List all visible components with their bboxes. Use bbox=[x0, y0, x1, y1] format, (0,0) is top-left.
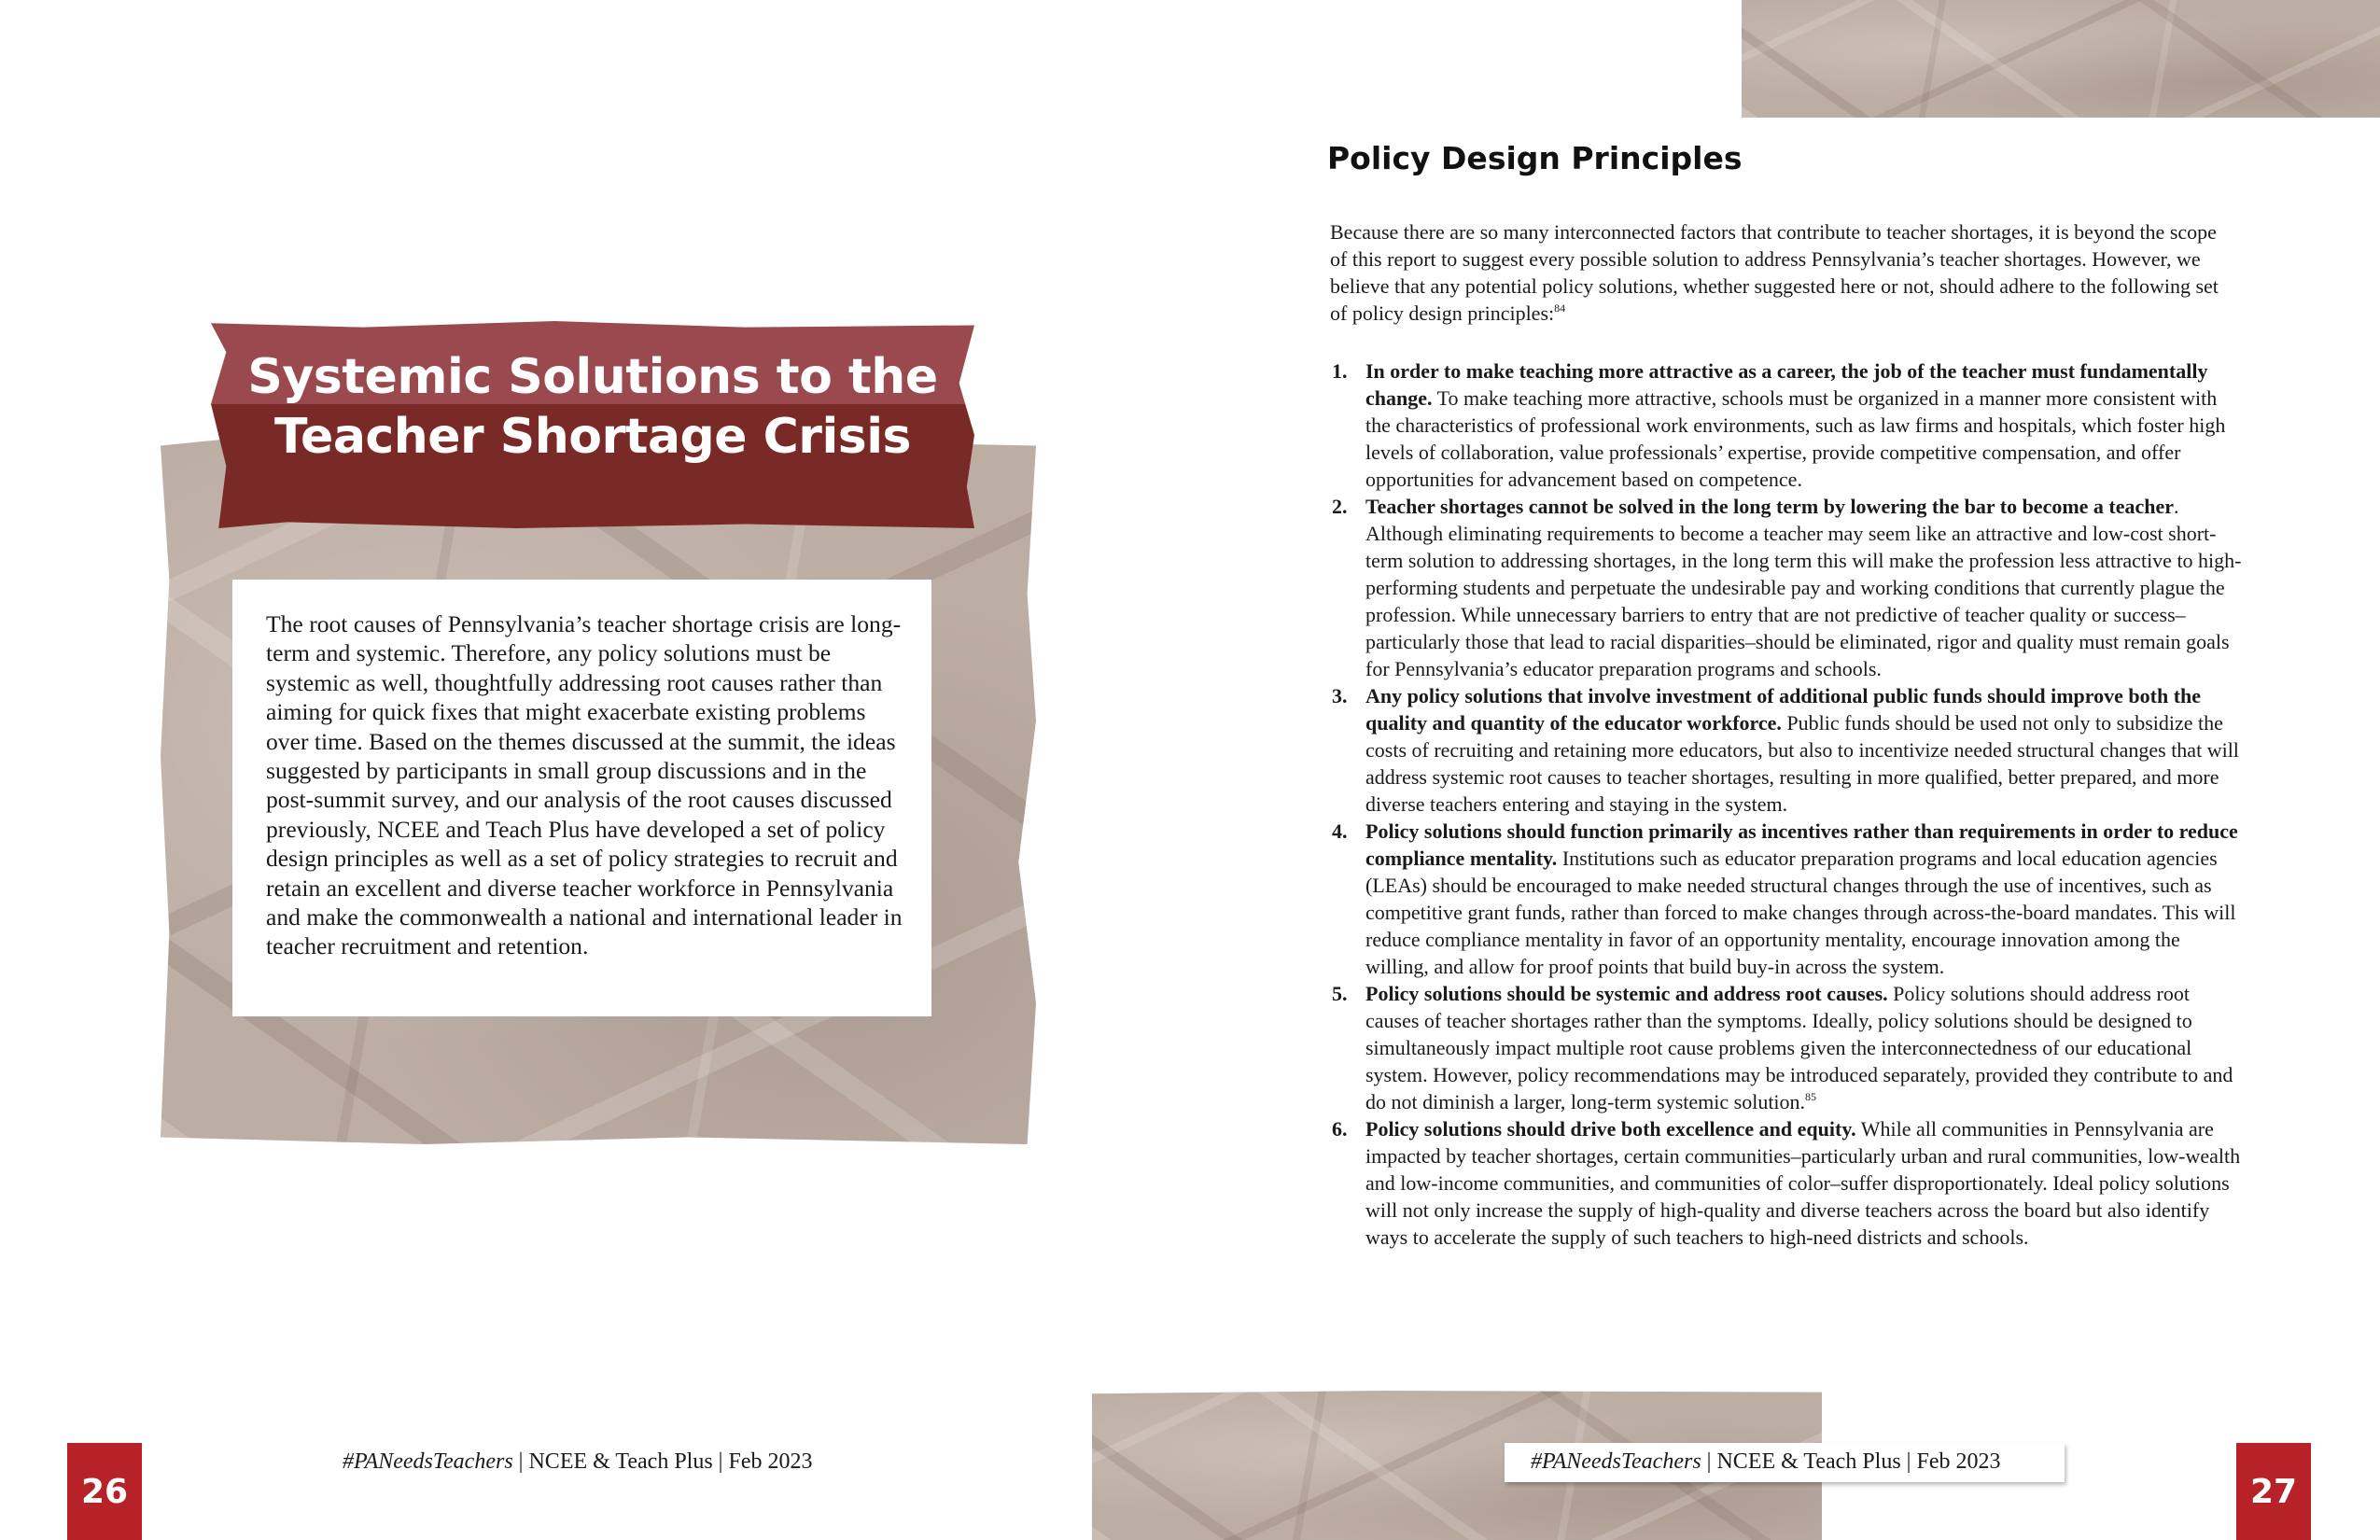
principle-bold-lead: Any policy solutions that involve investment of additional public funds should improve both the quality and quantity of the educator workforce. bbox=[1365, 684, 2202, 735]
footer-hashtag-right: #PANeedsTeachers bbox=[1531, 1449, 1701, 1474]
principle-item-4 bbox=[1330, 818, 2245, 980]
footer-credit-right: | NCEE & Teach Plus | Feb 2023 bbox=[1701, 1449, 2001, 1474]
principle-item-5 bbox=[1330, 980, 2245, 1115]
footer-right bbox=[1531, 1449, 2000, 1475]
principle-number: 5. bbox=[1332, 982, 1348, 1005]
principle-text: Institutions such as educator preparation programs and local education agencies (LEAs) should be encouraged to make needed structural changes through the use of incentives, such as competitive grant funds, rather than forced to make changes through across-the-board mandates. This will reduce compliance mentality in favor of an opportunity mentality, encourage innovation among the willing, and allow for proof points that build buy-in across the system. bbox=[1365, 847, 2236, 978]
principle-number: 6. bbox=[1332, 1117, 1348, 1141]
principles-list bbox=[1330, 357, 2245, 1251]
left-body-text: The root causes of Pennsylvania’s teacher shortage crisis are long-term and systemic. Therefore, any policy solutions must be systemic as well, thoughtfully addressing root causes rather than aiming for quick fixes that might exacerbate existing problems over time. Based on the themes discussed at the summit, the ideas suggested by participants in small group discussions and in the post-summit survey, and our analysis of the root causes discussed previously, NCEE and Teach Plus have developed a set of policy design principles as well as a set of policy strategies to recruit and retain an excellent and diverse teacher workforce in Pennsylvania and make the commonwealth a national and international leader in teacher recruitment and retention. bbox=[266, 610, 903, 960]
footer-left bbox=[343, 1449, 812, 1475]
principle-item-1 bbox=[1330, 357, 2245, 493]
principle-item-3 bbox=[1330, 682, 2245, 818]
principle-text: While all communities in Pennsylvania are impacted by teacher shortages, certain communities–particularly urban and rural communities, low-wealth and low-income communities, and communities of color–suffer disproportionately. Ideal policy solutions will not only increase the supply of high-quality and diverse teachers across the board but also identify ways to accelerate the supply of such teachers to high-need districts and schools. bbox=[1365, 1117, 2241, 1249]
principle-bold-lead: Policy solutions should be systemic and address root causes. bbox=[1365, 982, 1888, 1005]
left-page-title bbox=[211, 347, 974, 467]
right-intro-paragraph bbox=[1330, 218, 2226, 327]
footer-credit-left: | NCEE & Teach Plus | Feb 2023 bbox=[512, 1449, 813, 1474]
intro-footnote-ref: 84 bbox=[1554, 301, 1566, 315]
principle-item-2 bbox=[1330, 493, 2245, 682]
page-number-left: 26 bbox=[67, 1443, 142, 1540]
crumpled-paper-decoration-top bbox=[1742, 0, 2380, 118]
left-title-line-1: Systemic Solutions to the bbox=[247, 349, 938, 405]
principle-item-6 bbox=[1330, 1115, 2245, 1251]
left-title-line-2: Teacher Shortage Crisis bbox=[273, 409, 912, 465]
principle-bold-lead: In order to make teaching more attractive as a career, the job of the teacher must fundamentally change. bbox=[1365, 359, 2208, 410]
principle-text: Policy solutions should address root causes of teacher shortages rather than the symptoms. Ideally, policy solutions should be designed to simultaneously impact multiple root cause problems given the interconnectedness of our educational system. However, policy recommendations may be introduced separately, provided they contribute to and do not diminish a larger, long-term systemic solution. bbox=[1365, 982, 2233, 1113]
principle-number: 3. bbox=[1332, 684, 1348, 707]
left-body-card bbox=[232, 580, 931, 1016]
principle-bold-lead: Policy solutions should function primarily as incentives rather than requirements in order to reduce compliance mentality. bbox=[1365, 819, 2238, 870]
principle-text: To make teaching more attractive, schools must be organized in a manner more consistent with the characteristics of professional work environments, such as law firms and hospitals, which foster high levels of collaboration, value professionals’ expertise, provide competitive compensation, and offer opportunities for advancement based on competence. bbox=[1365, 386, 2226, 491]
principle-bold-lead: Policy solutions should drive both excellence and equity. bbox=[1365, 1117, 1856, 1141]
right-page-heading: Policy Design Principles bbox=[1327, 140, 1743, 176]
principle-number: 4. bbox=[1332, 819, 1348, 843]
footer-hashtag-left: #PANeedsTeachers bbox=[343, 1449, 513, 1474]
intro-text: Because there are so many interconnected factors that contribute to teacher shortages, it is beyond the scope of this report to suggest every possible solution to address Pennsylvania’s teacher shortages. However, we believe that any potential policy solutions, whether suggested here or not, should adhere to the following set of policy design principles: bbox=[1330, 220, 2219, 325]
principle-text: Public funds should be used not only to subsidize the costs of recruiting and retaining more educators, but also to incentivize needed structural changes that will address systemic root causes to teacher shortages, resulting in more qualified, better prepared, and more diverse teachers entering and staying in the system. bbox=[1365, 711, 2239, 816]
principle-footnote-ref: 85 bbox=[1805, 1090, 1817, 1103]
principle-number: 2. bbox=[1332, 495, 1348, 518]
page-number-right: 27 bbox=[2236, 1443, 2311, 1540]
principle-text: . Although eliminating requirements to become a teacher may seem like an attractive and low-cost short-term solution to addressing shortages, in the long term this will make the profession less attractive to high-performing students and perpetuate the undesirable pay and working conditions that currently plague the profession. While unnecessary barriers to entry that are not predictive of teacher quality or success–particularly those that lead to racial disparities–should be eliminated, rigor and quality must remain goals for Pennsylvania’s educator preparation programs and schools. bbox=[1365, 495, 2242, 680]
principle-bold-lead: Teacher shortages cannot be solved in the long term by lowering the bar to become a teacher bbox=[1365, 495, 2175, 518]
principle-number: 1. bbox=[1332, 359, 1348, 383]
